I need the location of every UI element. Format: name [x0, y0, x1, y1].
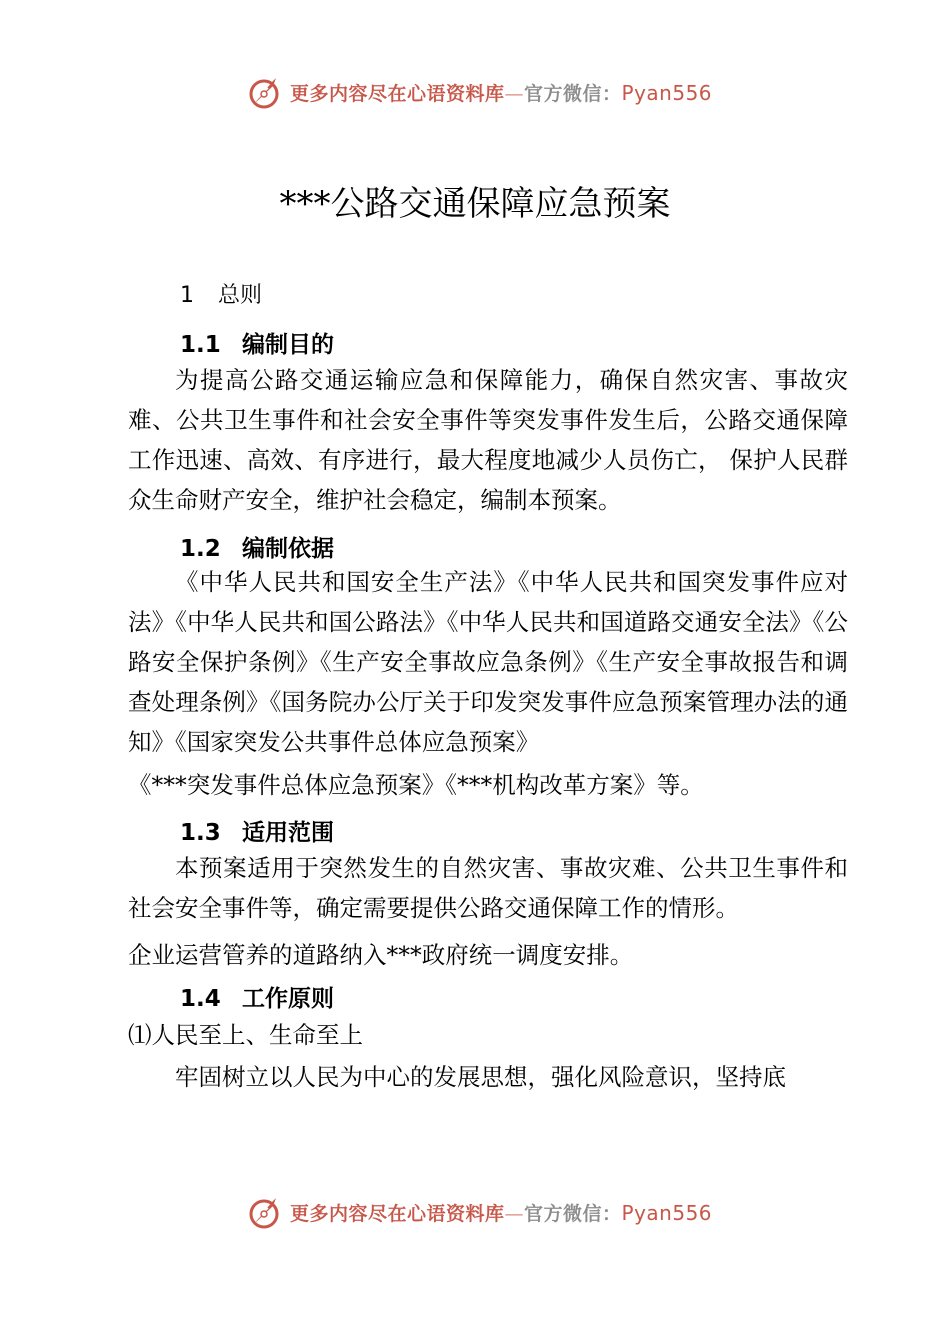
quill-logo-icon [246, 74, 282, 110]
watermark-dash: — [504, 82, 525, 105]
subsection-heading-1-2 [180, 530, 334, 563]
subsection-number: 1.2 [180, 536, 221, 562]
watermark-dash: — [504, 1202, 525, 1225]
watermark-wechat-id: Pyan556 [621, 80, 713, 105]
subsection-title: 工作原则 [242, 986, 334, 1012]
subsection-heading-1-1 [180, 326, 334, 359]
subsection-number: 1.3 [180, 820, 221, 846]
watermark-wechat-id: Pyan556 [621, 1200, 713, 1225]
paragraph-basis-last-line: 《***突发事件总体应急预案》《***机构改革方案》等。 [128, 771, 704, 799]
paragraph-scope: 本预案适用于突然发生的自然灾害、事故灾难、公共卫生事件和社会安全事件等，确定需要提供公路交通保障工作的情形。 [128, 854, 848, 922]
watermark-wechat-label: 官方微信： [524, 82, 622, 105]
subsection-title: 编制依据 [242, 536, 334, 562]
paragraph-basis: 《中华人民共和国安全生产法》《中华人民共和国突发事件应对法》《中华人民共和国公路法》《中华人民共和国道路交通安全法》《公路安全保护条例》《生产安全事故应急条例》《生产安全事故报告和调查处理条例》《国务院办公厅关于印发突发事件应急预案管理办法的通知》《国家突发公共事件总体应急预案》 [128, 568, 848, 756]
section-heading-1 [180, 278, 262, 309]
watermark-wechat-label: 官方微信： [524, 1202, 622, 1225]
watermark-header [246, 72, 712, 112]
subsection-number: 1.4 [180, 986, 221, 1012]
subsection-number: 1.1 [180, 332, 221, 358]
list-item-principle-1: ⑴人民至上、生命至上 [128, 1021, 363, 1049]
subsection-heading-1-3 [180, 814, 334, 847]
watermark-footer [246, 1192, 712, 1232]
watermark-main: 更多内容尽在心语资料库 [290, 82, 505, 105]
watermark-text [290, 1199, 712, 1226]
document-title: ***公路交通保障应急预案 [279, 184, 671, 224]
subsection-title: 适用范围 [242, 820, 334, 846]
section-title: 总则 [218, 283, 263, 308]
paragraph-scope-line-2: 企业运营管养的道路纳入***政府统一调度安排。 [128, 941, 634, 969]
watermark-text [290, 79, 712, 106]
watermark-main: 更多内容尽在心语资料库 [290, 1202, 505, 1225]
paragraph-principle-1: 牢固树立以人民为中心的发展思想，强化风险意识，坚持底 [175, 1063, 786, 1091]
quill-logo-icon [246, 1194, 282, 1230]
paragraph-purpose: 为提高公路交通运输应急和保障能力，确保自然灾害、事故灾难、公共卫生事件和社会安全事件等突发事件发生后，公路交通保障工作迅速、高效、有序进行，最大程度地减少人员伤亡， 保护人民群众生命财产安全，维护社会稳定，编制本预案。 [128, 366, 848, 514]
subsection-title: 编制目的 [242, 332, 334, 358]
section-number: 1 [180, 283, 194, 308]
subsection-heading-1-4 [180, 980, 334, 1013]
